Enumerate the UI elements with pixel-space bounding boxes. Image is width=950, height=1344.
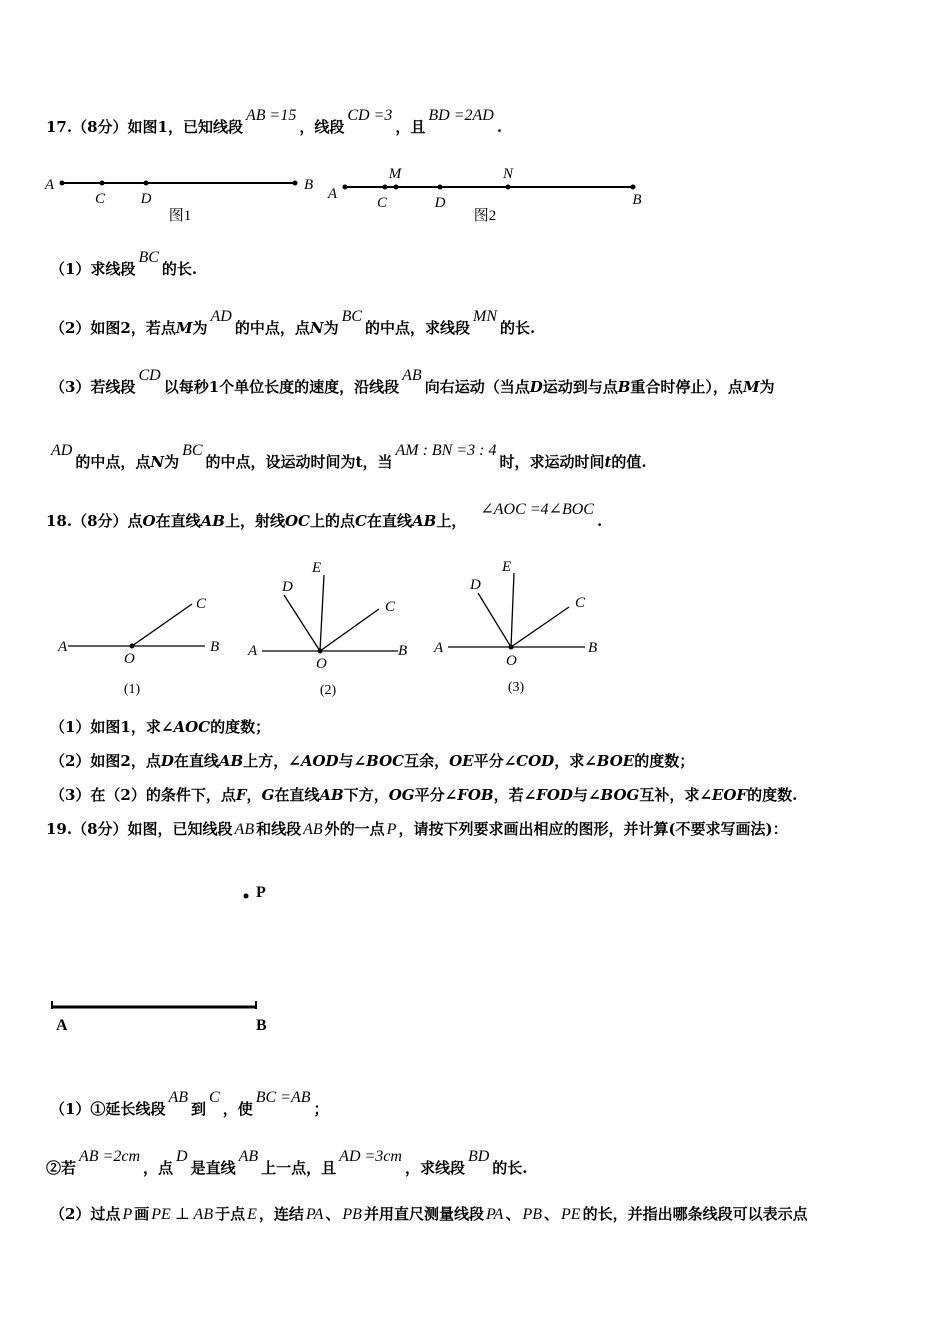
label-c: C — [196, 596, 207, 612]
math-ab-15: AB =15 — [245, 107, 297, 124]
figure-caption: (2) — [319, 683, 337, 698]
label-n: N — [502, 166, 514, 182]
figure-caption: (3) — [507, 680, 525, 695]
figure-caption: 图2 — [473, 208, 497, 224]
q17-part-2: （2）如图2，若点M为AD的中点，点N为BC的中点，求线段MN的长. — [50, 308, 536, 337]
q19-figure — [40, 875, 290, 1040]
label-c: C — [94, 191, 106, 207]
point-o — [318, 649, 323, 654]
label-o: O — [124, 651, 135, 667]
label-a: A — [248, 643, 258, 659]
label-a: A — [58, 639, 68, 655]
q18-figure-1 — [50, 590, 230, 700]
label-d: D — [140, 191, 152, 207]
label-o: O — [316, 656, 327, 672]
q17-part-1: （1）求线段BC的长. — [50, 249, 198, 278]
label-p: P — [256, 884, 266, 901]
label-e: E — [312, 560, 322, 576]
ray-od — [478, 593, 511, 647]
q18-figure-3 — [430, 555, 610, 695]
label-e: E — [502, 559, 512, 575]
point-d — [438, 185, 443, 190]
ray-oc — [320, 609, 379, 651]
ray-od — [284, 595, 320, 651]
ray-oc — [132, 604, 192, 646]
label-c: C — [575, 595, 586, 611]
q18-part-1: （1）如图1，求∠AOC的度数； — [50, 718, 271, 736]
q17-figure-2 — [325, 162, 660, 228]
label-b: B — [632, 192, 642, 208]
label-m: M — [388, 166, 402, 182]
ray-oe — [511, 573, 514, 647]
ray-oc — [511, 607, 569, 647]
label-b: B — [398, 643, 408, 659]
point-b — [631, 185, 636, 190]
point-d — [144, 181, 149, 186]
q19-heading: 19.（8分）如图，已知线段 AB 和线段 AB 外的一点 P ，请按下列要求画出相应的图形，并计算(不要求写画法)： — [46, 820, 788, 838]
label-c: C — [385, 599, 396, 615]
label-d: D — [282, 579, 293, 595]
math-cd-3: CD =3 — [347, 107, 393, 124]
label-b: B — [210, 639, 220, 655]
label-a: A — [44, 177, 54, 193]
point-o — [130, 644, 135, 649]
point-c — [383, 185, 388, 190]
label-c: C — [376, 195, 388, 211]
math-bd-2ad: BD =2AD — [428, 107, 494, 124]
point-a — [60, 181, 65, 186]
point-m — [394, 185, 399, 190]
label-d: D — [470, 577, 481, 593]
label-b: B — [588, 640, 598, 656]
q17-part-3: （3）若线段CD以每秒1个单位长度的速度，沿线段AB向右运动（当点D运动到与点B重合时停止），点M为 — [50, 367, 775, 396]
point-n — [506, 185, 511, 190]
q17-figure-1 — [44, 165, 330, 225]
label-d: D — [434, 195, 446, 211]
point-o — [509, 645, 514, 650]
q18-heading: 18.（8分）点O在直线AB上，射线OC上的点C在直线AB上，∠AOC =4∠BOC. — [46, 501, 603, 530]
q19-part-1-2: ②若AB =2cm，点D是直线AB上一点，且AD =3cm，求线段BD的长. — [46, 1148, 528, 1177]
label-a: A — [327, 186, 337, 202]
point-b — [293, 181, 298, 186]
q18-part-2: （2）如图2，点D在直线AB上方，∠AOD与∠BOC互余，OE平分∠COD，求∠BOE的度数； — [50, 752, 695, 770]
label-o: O — [506, 653, 517, 669]
point-p — [244, 894, 249, 899]
q17-part-3-continued: AD的中点，点N为BC的中点，设运动时间为t，当AM : BN =3 : 4时，求运动时间t的值. — [51, 442, 647, 471]
label-a: A — [56, 1017, 68, 1034]
point-a — [343, 185, 348, 190]
figure-caption: 图1 — [168, 208, 192, 224]
q19-part-1: （1）①延长线段AB到C，使BC =AB； — [50, 1089, 329, 1118]
point-c — [100, 181, 105, 186]
label-b: B — [256, 1017, 267, 1034]
q18-figure-2 — [240, 555, 420, 700]
q17-heading: 17.（8分）如图1，已知线段AB =15，线段CD =3，且BD =2AD. — [46, 107, 503, 136]
label-b: B — [304, 177, 314, 193]
label-a: A — [434, 640, 444, 656]
ray-oe — [320, 575, 324, 651]
q18-part-3: （3）在（2）的条件下，点F，G在直线AB下方，OG平分∠FOB，若∠FOD与∠BOG互补，求∠EOF的度数. — [50, 786, 798, 804]
figure-caption: (1) — [123, 682, 141, 697]
q19-part-2: （2）过点 P 画 PE ⊥ AB 于点 E ，连结 PA 、 PB 并用直尺测量线段 PA 、 PB 、 PE 的长，并指出哪条线段可以表示点 — [50, 1205, 808, 1223]
